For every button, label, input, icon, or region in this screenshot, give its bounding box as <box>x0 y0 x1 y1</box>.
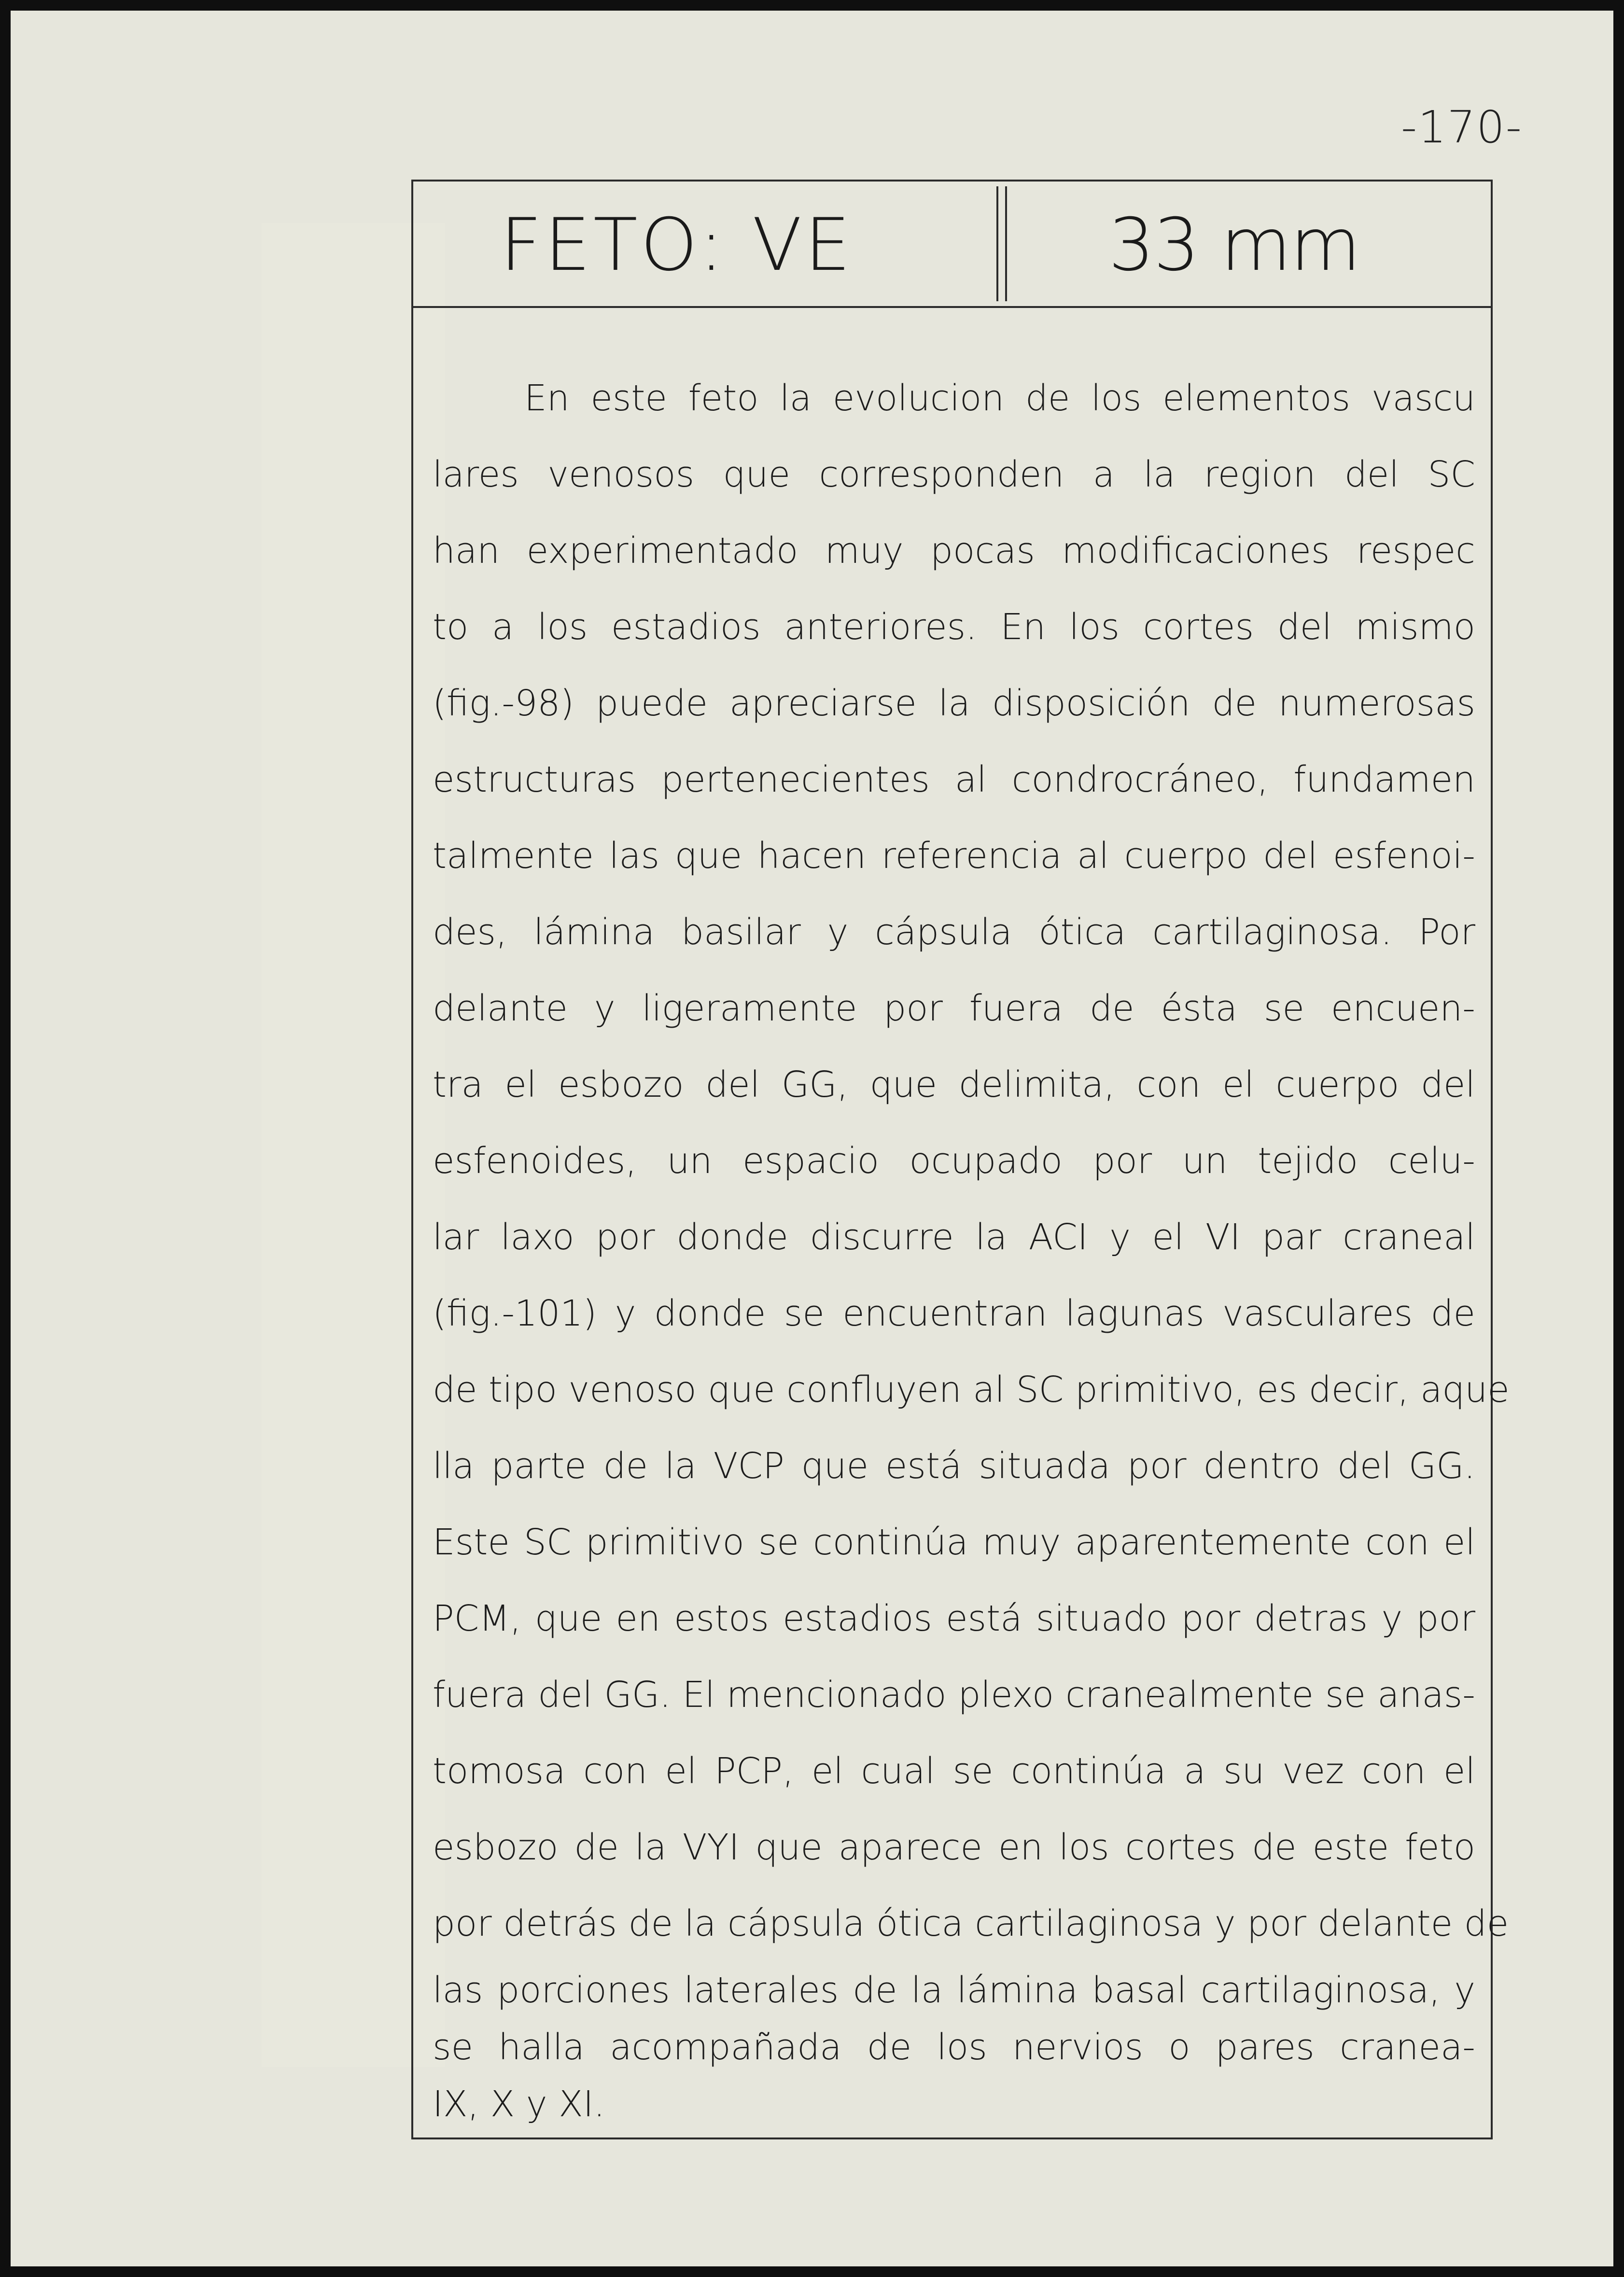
text-line: (fig.-98) puede apreciarse la disposición de numerosas <box>433 683 1475 724</box>
text-line: lar laxo por donde discurre la ACI y el VI par craneal <box>433 1216 1475 1258</box>
text-line: las porciones laterales de la lámina basal cartilaginosa, y <box>433 1970 1475 2011</box>
text-line: to a los estadios anteriores. En los cortes del mismo <box>433 606 1475 648</box>
text-line: tra el esbozo del GG, que delimita, con el cuerpo del <box>433 1064 1475 1105</box>
record-sheet <box>411 180 1510 2139</box>
text-line: IX, X y XI. <box>433 2083 605 2125</box>
text-line: tomosa con el PCP, el cual se continúa a su vez con el <box>433 1750 1475 1792</box>
text-line: por detrás de la cápsula ótica cartilaginosa y por delante de <box>433 1903 1509 1944</box>
document-page <box>11 11 1613 2266</box>
text-line: han experimentado muy pocas modificaciones respec <box>433 530 1475 572</box>
text-line: PCM, que en estos estadios está situado por detras y por <box>433 1598 1475 1639</box>
text-line: se halla acompañada de los nervios o pares cranea- <box>433 2026 1475 2068</box>
text-line: delante y ligeramente por fuera de ésta se encuen- <box>433 988 1475 1029</box>
text-line: fuera del GG. El mencionado plexo cranealmente se anas- <box>433 1674 1475 1716</box>
text-line: (fig.-101) y donde se encuentran lagunas vasculares de <box>433 1293 1475 1334</box>
sheet-header <box>413 182 1491 308</box>
text-line: lla parte de la VCP que está situada por dentro del GG. <box>433 1445 1475 1487</box>
text-line: estructuras pertenecientes al condrocráneo, fundamen <box>433 759 1475 800</box>
text-line: En este feto la evolucion de los elementos vascu <box>524 377 1475 419</box>
text-line: talmente las que hacen referencia al cuerpo del esfenoi- <box>433 835 1475 877</box>
text-line: de tipo venoso que confluyen al SC primitivo, es decir, aque <box>433 1369 1510 1411</box>
text-line: esfenoides, un espacio ocupado por un tejido celu- <box>433 1140 1475 1182</box>
text-line: lares venosos que corresponden a la region del SC <box>433 454 1475 495</box>
specimen-label: FETO: VE <box>500 203 854 287</box>
text-line: des, lámina basilar y cápsula ótica cartilaginosa. Por <box>433 911 1475 953</box>
header-divider <box>996 186 1007 301</box>
page-number: -170- <box>1401 101 1523 153</box>
body-paragraph <box>433 360 1510 2133</box>
text-line: esbozo de la VYI que aparece en los cortes de este feto <box>433 1827 1475 1868</box>
text-line: Este SC primitivo se continúa muy aparentemente con el <box>433 1522 1475 1563</box>
specimen-size: 33 mm <box>1108 203 1360 287</box>
